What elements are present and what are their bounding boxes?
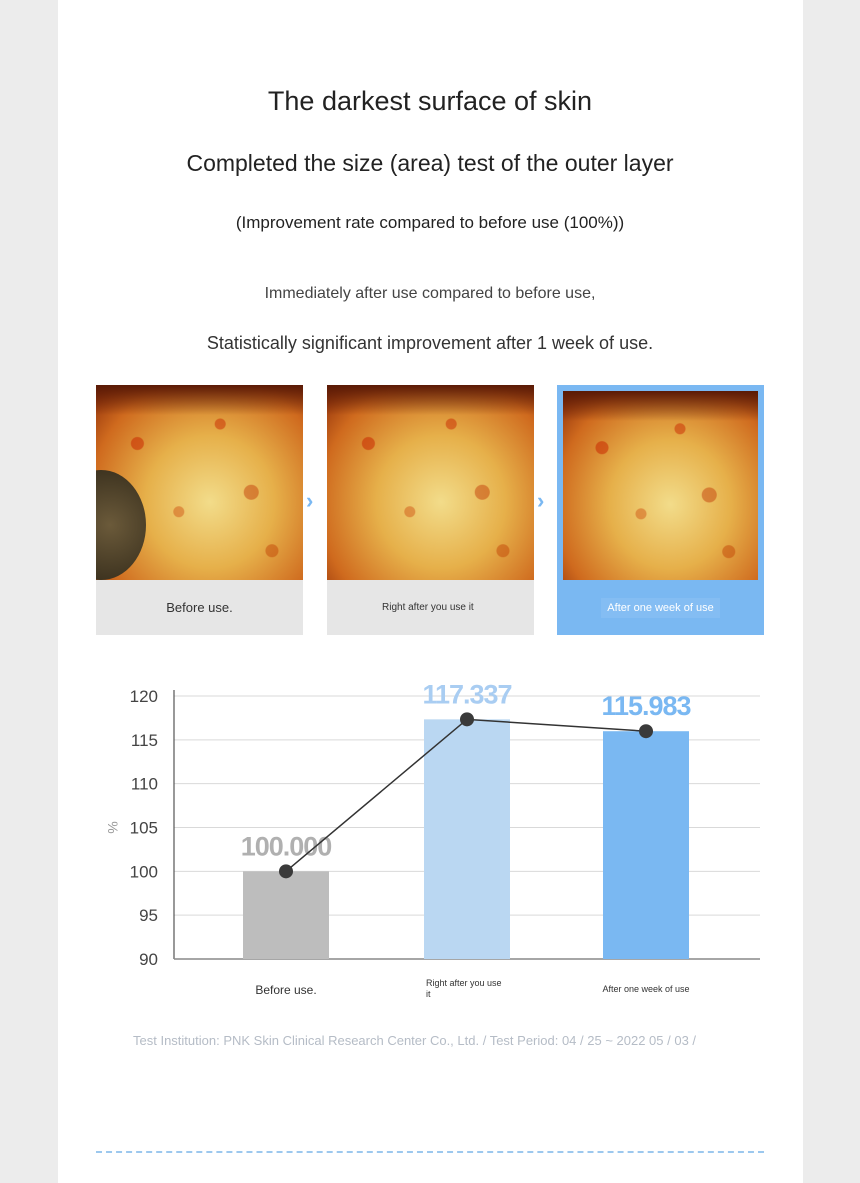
x-tick-label: Before use. <box>255 983 317 997</box>
bar <box>603 731 689 959</box>
data-label: 100.000 <box>240 831 332 862</box>
y-tick-label: 95 <box>139 906 158 926</box>
y-axis-label: % <box>105 821 121 834</box>
skin-photo-right-after <box>327 385 534 580</box>
x-tick-label: Right after you use it <box>426 978 502 999</box>
description-line-1: Immediately after use compared to before use, <box>264 285 596 302</box>
page-title: The darkest surface of skin <box>267 86 593 116</box>
photo-card-right-after <box>327 385 534 635</box>
bar <box>243 871 329 959</box>
chevron-right-icon: › <box>306 488 314 513</box>
skin-photo-before <box>96 385 303 580</box>
photo-caption-one-week-text: After one week of use <box>601 598 719 618</box>
y-tick-label: 110 <box>130 774 158 794</box>
dashed-divider <box>96 1151 764 1153</box>
data-point <box>460 712 474 726</box>
chevron-right-icon: › <box>537 488 545 513</box>
data-point <box>639 724 653 738</box>
data-label: 117.337 <box>422 679 512 710</box>
photo-caption-right-after: Right after you use it <box>382 601 474 613</box>
description-line-2: Statistically significant improvement after 1 week of use. <box>206 333 654 353</box>
y-tick-label: 100 <box>129 862 158 882</box>
data-point <box>279 864 293 878</box>
y-tick-label: 105 <box>129 818 158 838</box>
page-subtitle: Completed the size (area) test of the outer layer <box>186 150 674 176</box>
bar <box>424 719 510 959</box>
data-label: 115.983 <box>601 691 691 722</box>
y-tick-label: 120 <box>129 687 158 706</box>
photo-card-one-week <box>557 385 764 635</box>
x-tick-label: After one week of use <box>602 984 690 994</box>
photo-caption-before: Before use. <box>166 600 233 615</box>
y-tick-label: 115 <box>130 730 158 750</box>
bar-chart <box>90 675 770 1015</box>
y-tick-label: 90 <box>139 950 158 969</box>
photo-card-before <box>96 385 303 635</box>
skin-photo-one-week <box>563 391 758 580</box>
test-institution-footer: Test Institution: PNK Skin Clinical Research Center Co., Ltd. / Test Period: 04 / 25 ~ 2022 05 / 03 / <box>133 1033 697 1048</box>
improvement-note: (Improvement rate compared to before use (100%)) <box>235 213 625 232</box>
photo-caption-one-week <box>557 580 764 635</box>
